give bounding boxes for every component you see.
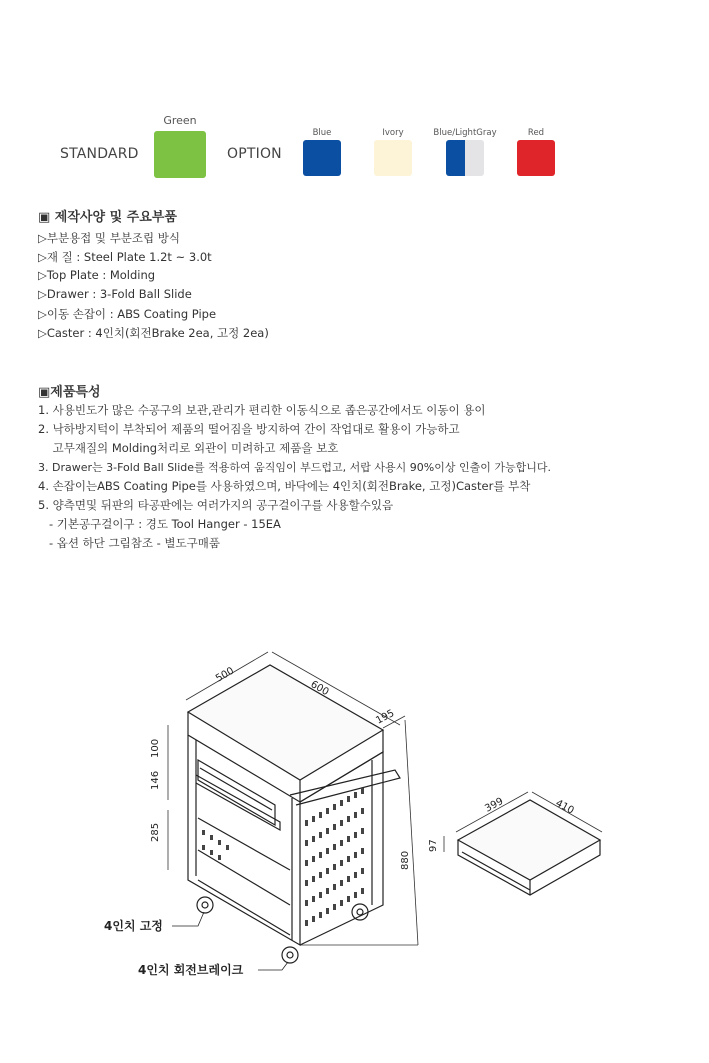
feature-item: 5. 양측면및 뒤판의 타공판에는 여러가지의 공구걸이구를 사용할수있음 bbox=[38, 498, 394, 512]
option-color-name-red: Red bbox=[527, 128, 545, 138]
spec-item: ▷재 질 : Steel Plate 1.2t ~ 3.0t bbox=[38, 250, 212, 264]
red-swatch[interactable] bbox=[517, 140, 555, 176]
spec-item: ▷Top Plate : Molding bbox=[38, 268, 156, 282]
cart-technical-drawing bbox=[0, 640, 709, 1020]
spec-item: ▷Drawer : 3-Fold Ball Slide bbox=[38, 287, 192, 301]
caster-brake-label: 4인치 회전브레이크 bbox=[138, 963, 244, 977]
dim-total-height: 880 bbox=[400, 850, 411, 870]
spec-item: ▷Caster : 4인치(회전Brake 2ea, 고정 2ea) bbox=[38, 326, 269, 340]
dim-width: 500 bbox=[214, 665, 237, 685]
ivory-swatch[interactable] bbox=[374, 140, 412, 176]
feature-item: - 옵션 하단 그림참조 - 별도구매품 bbox=[38, 536, 220, 550]
dim-drawer-height: 146 bbox=[150, 770, 161, 790]
dim-drawer-width: 399 bbox=[483, 795, 506, 815]
caster-fixed-label: 4인치 고정 bbox=[104, 919, 163, 933]
feature-item: 2. 낙하방지턱이 부착되어 제품의 떨어짐을 방지하여 간이 작업대로 활용이 가능하고 bbox=[38, 422, 460, 436]
dim-lower-height: 285 bbox=[150, 822, 161, 842]
standard-color-name: Green bbox=[163, 114, 197, 127]
feature-item: 3. Drawer는 3-Fold Ball Slide를 적용하여 움직임이 부드럽고, 서랍 사용시 90%이상 인출이 가능합니다. bbox=[38, 461, 551, 474]
option-color-name-blue-lightgray: Blue/LightGray bbox=[433, 128, 497, 138]
feature-item: 고무재질의 Molding처리로 외관이 미려하고 제품을 보호 bbox=[38, 441, 339, 455]
dim-top-gap: 100 bbox=[150, 738, 161, 758]
standard-label: STANDARD bbox=[60, 146, 139, 162]
features-title: ▣제품특성 bbox=[38, 385, 101, 400]
drawer-detail bbox=[458, 797, 600, 895]
dim-depth: 600 bbox=[308, 679, 331, 699]
option-color-name-ivory: Ivory bbox=[382, 128, 404, 138]
pegboard-holes bbox=[202, 788, 364, 926]
feature-item: - 기본공구걸이구 : 경도 Tool Hanger - 15EA bbox=[38, 517, 281, 531]
green-swatch[interactable] bbox=[154, 131, 206, 178]
feature-item: 1. 사용빈도가 많은 수공구의 보관,관리가 편리한 이동식으로 좁은공간에서도 이동이 용이 bbox=[38, 403, 486, 417]
dim-handle: 195 bbox=[374, 707, 397, 727]
feature-item: 4. 손잡이는ABS Coating Pipe를 사용하였으며, 바닥에는 4인치(회전Brake, 고정)Caster를 부착 bbox=[38, 479, 531, 493]
blue-swatch[interactable] bbox=[303, 140, 341, 176]
option-label: OPTION bbox=[227, 146, 282, 162]
dim-drawer-depth: 410 bbox=[553, 797, 576, 817]
spec-item: ▷이동 손잡이 : ABS Coating Pipe bbox=[38, 307, 217, 321]
blue-lightgray-swatch[interactable] bbox=[446, 140, 484, 176]
dim-drawer-height: 97 bbox=[428, 839, 439, 852]
option-color-name-blue: Blue bbox=[312, 128, 332, 138]
spec-title: ▣ 제작사양 및 주요부품 bbox=[38, 210, 177, 225]
spec-item: ▷부분용접 및 부분조립 방식 bbox=[38, 231, 181, 245]
